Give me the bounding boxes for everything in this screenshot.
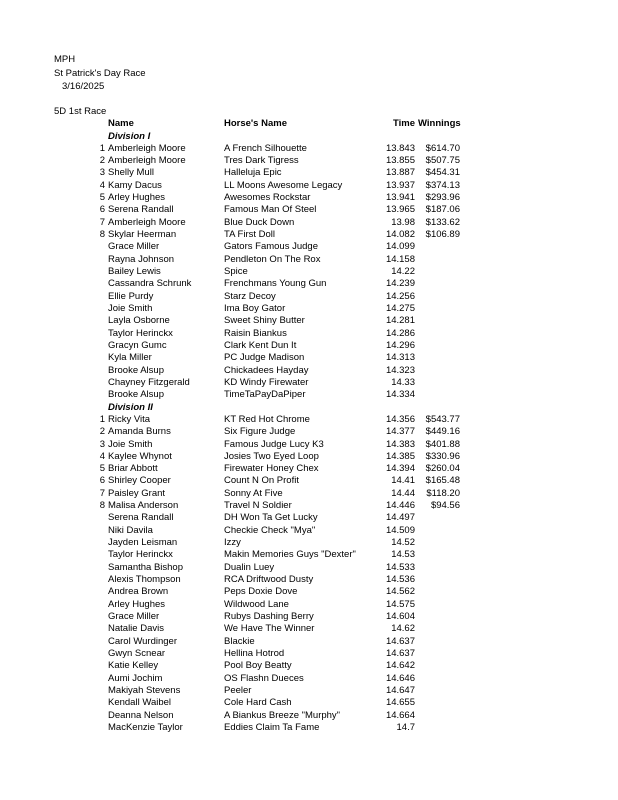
time-cell: 13.855	[385, 155, 415, 167]
time-cell: 14.604	[385, 610, 415, 622]
horse-name-cell: LL Moons Awesome Legacy	[224, 179, 343, 191]
place-cell: 7	[99, 216, 105, 228]
winnings-cell: $614.70	[425, 142, 460, 154]
horse-name-cell: Makin Memories Guys "Dexter"	[224, 549, 356, 561]
winnings-cell: $94.56	[430, 500, 460, 512]
time-cell: 14.562	[385, 586, 415, 598]
rider-name-cell: Taylor Herinckx	[108, 549, 173, 561]
horse-name-cell: Izzy	[224, 537, 241, 549]
table-row	[0, 722, 618, 734]
rider-name-cell: Deanna Nelson	[108, 709, 174, 721]
place-cell: 8	[99, 229, 105, 241]
table-row	[0, 439, 618, 451]
table-row	[0, 303, 618, 315]
winnings-cell: $543.77	[425, 413, 460, 425]
place-cell: 6	[99, 475, 105, 487]
time-cell: 14.313	[385, 352, 415, 364]
rider-name-cell: Shirley Cooper	[108, 475, 171, 487]
time-cell: 13.98	[391, 216, 415, 228]
time-cell: 14.383	[385, 438, 415, 450]
rider-name-cell: Paisley Grant	[108, 487, 166, 499]
place-cell: 7	[99, 487, 105, 499]
time-cell: 14.158	[385, 253, 415, 265]
place-cell: 5	[99, 463, 105, 475]
rider-name-cell: Layla Osborne	[108, 315, 170, 327]
time-cell: 14.323	[385, 364, 415, 376]
horse-name-cell: Checkie Check "Mya"	[224, 524, 316, 536]
horse-name-cell: A French Silhouette	[224, 142, 307, 154]
time-cell: 14.655	[385, 697, 415, 709]
horse-name-cell: A Biankus Breeze "Murphy"	[224, 709, 341, 721]
winnings-cell: $374.13	[425, 179, 460, 191]
table-row	[0, 673, 618, 685]
place-cell: 2	[99, 426, 105, 438]
event-date: 3/16/2025	[62, 81, 105, 92]
table-row	[0, 685, 618, 697]
table-row	[0, 143, 618, 155]
time-cell: 14.281	[385, 315, 415, 327]
horse-name-cell: Sweet Shiny Butter	[224, 315, 305, 327]
rider-name-cell: Kamy Dacus	[108, 179, 162, 191]
winnings-cell: $330.96	[425, 450, 460, 462]
rider-name-cell: Serena Randall	[108, 204, 174, 216]
table-row	[0, 451, 618, 463]
time-cell: 14.099	[385, 241, 415, 253]
table-row	[0, 315, 618, 327]
table-row	[0, 167, 618, 179]
rider-name-cell: Amberleigh Moore	[108, 142, 186, 154]
time-cell: 14.664	[385, 709, 415, 721]
rider-name-cell: Taylor Herinckx	[108, 327, 173, 339]
time-cell: 14.642	[385, 660, 415, 672]
place-cell: 5	[99, 192, 105, 204]
table-row	[0, 636, 618, 648]
rider-name-cell: Gwyn Scnear	[108, 647, 166, 659]
time-cell: 14.394	[385, 463, 415, 475]
column-headers	[0, 118, 618, 130]
table-row	[0, 352, 618, 364]
horse-name-cell: DH Won Ta Get Lucky	[224, 512, 318, 524]
table-row	[0, 475, 618, 487]
time-cell: 14.446	[385, 500, 415, 512]
rider-name-cell: MacKenzie Taylor	[108, 721, 183, 733]
rider-name-cell: Amanda Burns	[108, 426, 171, 438]
rider-name-cell: Alexis Thompson	[108, 574, 181, 586]
horse-name-cell: Count N On Profit	[224, 475, 299, 487]
horse-name-cell: RCA Driftwood Dusty	[224, 574, 314, 586]
table-row	[0, 229, 618, 241]
rider-name-cell: Arley Hughes	[108, 598, 166, 610]
horse-name-cell: Blackie	[224, 635, 255, 647]
table-row	[0, 180, 618, 192]
time-cell: 14.637	[385, 635, 415, 647]
place-cell: 4	[99, 179, 105, 191]
horse-name-cell: Josies Two Eyed Loop	[224, 450, 319, 462]
horse-name-cell: Frenchmans Young Gun	[224, 278, 327, 290]
table-row	[0, 488, 618, 500]
rider-name-cell: Andrea Brown	[108, 586, 169, 598]
horse-name-cell: Starz Decoy	[224, 290, 276, 302]
horse-name-cell: Wildwood Lane	[224, 598, 289, 610]
place-cell: 1	[99, 142, 105, 154]
table-row	[0, 254, 618, 266]
table-row	[0, 328, 618, 340]
table-row	[0, 291, 618, 303]
table-row	[0, 648, 618, 660]
time-cell: 14.637	[385, 647, 415, 659]
winnings-cell: $133.62	[425, 216, 460, 228]
time-cell: 14.536	[385, 574, 415, 586]
time-cell: 14.62	[391, 623, 415, 635]
horse-name-cell: Famous Man Of Steel	[224, 204, 317, 216]
table-row	[0, 463, 618, 475]
time-cell: 14.53	[391, 549, 415, 561]
table-row	[0, 389, 618, 401]
winnings-cell: $401.88	[425, 438, 460, 450]
horse-name-cell: Pool Boy Beatty	[224, 660, 292, 672]
rider-name-cell: Aumi Jochim	[108, 672, 163, 684]
time-cell: 14.286	[385, 327, 415, 339]
place-cell: 1	[99, 413, 105, 425]
horse-name-cell: Halleluja Epic	[224, 167, 282, 179]
rider-name-cell: Kendall Waibel	[108, 697, 172, 709]
table-row	[0, 599, 618, 611]
division-heading	[0, 402, 618, 414]
horse-name-cell: Peps Doxie Dove	[224, 586, 298, 598]
time-cell: 14.296	[385, 339, 415, 351]
table-row	[0, 525, 618, 537]
horse-name-cell: KT Red Hot Chrome	[224, 413, 310, 425]
division-heading	[0, 131, 618, 143]
rider-name-cell: Ellie Purdy	[108, 290, 154, 302]
rider-name-cell: Grace Miller	[108, 241, 160, 253]
rider-name-cell: Brooke Alsup	[108, 364, 164, 376]
horse-name-cell: Peeler	[224, 684, 252, 696]
place-cell: 2	[99, 155, 105, 167]
time-cell: 14.082	[385, 229, 415, 241]
time-cell: 14.239	[385, 278, 415, 290]
time-cell: 13.937	[385, 179, 415, 191]
rider-name-cell: Joie Smith	[108, 438, 153, 450]
horse-name-cell: Clark Kent Dun It	[224, 339, 297, 351]
table-row	[0, 217, 618, 229]
table-row	[0, 623, 618, 635]
rider-name-cell: Chayney Fitzgerald	[108, 376, 190, 388]
division-title: Division I	[108, 130, 151, 142]
time-cell: 14.647	[385, 684, 415, 696]
table-row	[0, 500, 618, 512]
time-cell: 14.275	[385, 302, 415, 314]
horse-name-cell: Raisin Biankus	[224, 327, 287, 339]
place-cell: 4	[99, 450, 105, 462]
time-cell: 14.575	[385, 598, 415, 610]
horse-name-cell: TA First Doll	[224, 229, 276, 241]
table-row	[0, 611, 618, 623]
rider-name-cell: Gracyn Gumc	[108, 339, 167, 351]
winnings-cell: $449.16	[425, 426, 460, 438]
rider-name-cell: Brooke Alsup	[108, 389, 164, 401]
horse-name-cell: OS Flashn Dueces	[224, 672, 304, 684]
table-row	[0, 537, 618, 549]
winnings-cell: $260.04	[425, 463, 460, 475]
rider-name-cell: Ricky Vita	[108, 413, 151, 425]
rider-name-cell: Grace Miller	[108, 610, 160, 622]
table-row	[0, 365, 618, 377]
time-cell: 14.377	[385, 426, 415, 438]
column-header-time: Time	[392, 118, 415, 129]
time-cell: 14.22	[391, 266, 415, 278]
table-row	[0, 426, 618, 438]
table-row	[0, 512, 618, 524]
time-cell: 14.41	[391, 475, 415, 487]
horse-name-cell: Awesomes Rockstar	[224, 192, 311, 204]
column-header-name: Name	[108, 118, 134, 129]
time-cell: 13.941	[385, 192, 415, 204]
rider-name-cell: Samantha Bishop	[108, 561, 183, 573]
rider-name-cell: Joie Smith	[108, 302, 153, 314]
rider-name-cell: Carol Wurdinger	[108, 635, 177, 647]
winnings-cell: $106.89	[425, 229, 460, 241]
table-row	[0, 660, 618, 672]
horse-name-cell: We Have The Winner	[224, 623, 315, 635]
rider-name-cell: Jayden Leisman	[108, 537, 178, 549]
horse-name-cell: Ima Boy Gator	[224, 302, 286, 314]
horse-name-cell: Sonny At Five	[224, 487, 283, 499]
horse-name-cell: Tres Dark Tigress	[224, 155, 299, 167]
rider-name-cell: Malisa Anderson	[108, 500, 179, 512]
table-row	[0, 241, 618, 253]
horse-name-cell: Famous Judge Lucy K3	[224, 438, 324, 450]
table-row	[0, 586, 618, 598]
table-row	[0, 414, 618, 426]
horse-name-cell: Gators Famous Judge	[224, 241, 318, 253]
table-row	[0, 710, 618, 722]
winnings-cell: $187.06	[425, 204, 460, 216]
winnings-cell: $507.75	[425, 155, 460, 167]
table-row	[0, 155, 618, 167]
horse-name-cell: Hellina Hotrod	[224, 647, 285, 659]
horse-name-cell: Firewater Honey Chex	[224, 463, 319, 475]
rider-name-cell: Shelly Mull	[108, 167, 154, 179]
table-row	[0, 549, 618, 561]
rider-name-cell: Rayna Johnson	[108, 253, 175, 265]
rider-name-cell: Amberleigh Moore	[108, 216, 186, 228]
table-row	[0, 204, 618, 216]
horse-name-cell: Travel N Soldier	[224, 500, 292, 512]
rider-name-cell: Cassandra Schrunk	[108, 278, 192, 290]
time-cell: 14.646	[385, 672, 415, 684]
horse-name-cell: Six Figure Judge	[224, 426, 296, 438]
rider-name-cell: Natalie Davis	[108, 623, 164, 635]
place-cell: 6	[99, 204, 105, 216]
horse-name-cell: Chickadees Hayday	[224, 364, 309, 376]
winnings-cell: $454.31	[425, 167, 460, 179]
time-cell: 13.965	[385, 204, 415, 216]
time-cell: 14.509	[385, 524, 415, 536]
time-cell: 14.256	[385, 290, 415, 302]
winnings-cell: $165.48	[425, 475, 460, 487]
time-cell: 14.356	[385, 413, 415, 425]
time-cell: 13.843	[385, 142, 415, 154]
rider-name-cell: Briar Abbott	[108, 463, 158, 475]
winnings-cell: $293.96	[425, 192, 460, 204]
rider-name-cell: Makiyah Stevens	[108, 684, 181, 696]
horse-name-cell: TimeTaPayDaPiper	[224, 389, 306, 401]
rider-name-cell: Kyla Miller	[108, 352, 152, 364]
table-row	[0, 266, 618, 278]
time-cell: 14.7	[396, 721, 415, 733]
rider-name-cell: Amberleigh Moore	[108, 155, 186, 167]
table-row	[0, 192, 618, 204]
place-cell: 3	[99, 167, 105, 179]
time-cell: 14.44	[391, 487, 415, 499]
rider-name-cell: Niki Davila	[108, 524, 153, 536]
race-title: 5D 1st Race	[54, 106, 107, 117]
table-row	[0, 278, 618, 290]
rider-name-cell: Skylar Heerman	[108, 229, 177, 241]
horse-name-cell: Spice	[224, 266, 248, 278]
rider-name-cell: Bailey Lewis	[108, 266, 161, 278]
table-row	[0, 340, 618, 352]
time-cell: 13.887	[385, 167, 415, 179]
horse-name-cell: Dualin Luey	[224, 561, 275, 573]
event-title: St Patrick's Day Race	[54, 68, 146, 79]
place-cell: 8	[99, 500, 105, 512]
horse-name-cell: Pendleton On The Rox	[224, 253, 321, 265]
place-cell: 3	[99, 438, 105, 450]
horse-name-cell: Rubys Dashing Berry	[224, 610, 314, 622]
table-row	[0, 377, 618, 389]
time-cell: 14.33	[391, 376, 415, 388]
column-header-winnings: Winnings	[418, 118, 461, 129]
table-row	[0, 574, 618, 586]
org-name: MPH	[54, 54, 76, 65]
rider-name-cell: Arley Hughes	[108, 192, 166, 204]
horse-name-cell: PC Judge Madison	[224, 352, 305, 364]
table-row	[0, 562, 618, 574]
rider-name-cell: Katie Kelley	[108, 660, 159, 672]
time-cell: 14.334	[385, 389, 415, 401]
horse-name-cell: Cole Hard Cash	[224, 697, 292, 709]
rider-name-cell: Serena Randall	[108, 512, 174, 524]
table-row	[0, 697, 618, 709]
horse-name-cell: Eddies Claim Ta Fame	[224, 721, 320, 733]
rider-name-cell: Kaylee Whynot	[108, 450, 172, 462]
horse-name-cell: KD Windy Firewater	[224, 376, 309, 388]
time-cell: 14.497	[385, 512, 415, 524]
horse-name-cell: Blue Duck Down	[224, 216, 295, 228]
column-header-horse: Horse's Name	[224, 118, 287, 129]
division-title: Division II	[108, 401, 153, 413]
time-cell: 14.52	[391, 537, 415, 549]
time-cell: 14.385	[385, 450, 415, 462]
winnings-cell: $118.20	[426, 487, 460, 499]
time-cell: 14.533	[385, 561, 415, 573]
